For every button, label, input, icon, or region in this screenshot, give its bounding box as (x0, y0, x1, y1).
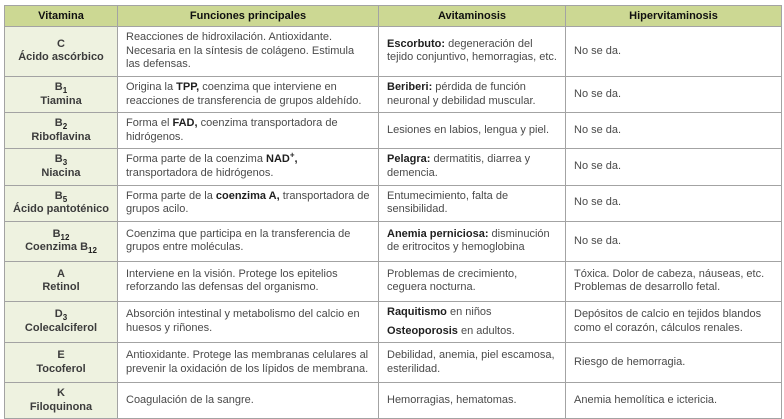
vitamin-cell: $B_3$ Niacina (5, 149, 118, 185)
table-header (5, 6, 782, 27)
vitamin-cell: C Ácido ascórbico (5, 27, 118, 77)
table-row (5, 383, 782, 419)
column-header-avitaminosis: Avitaminosis (379, 6, 566, 27)
vitamin-cell: $D_3$ Colecalciferol (5, 301, 118, 342)
hypervitaminosis-cell: No se da. (566, 185, 782, 221)
table-row (5, 221, 782, 261)
vitamin-cell: $B_{12}$ Coenzima $B_{12}$ (5, 221, 118, 261)
vitamin-cell: $B_5$ Ácido pantoténico (5, 185, 118, 221)
hypervitaminosis-cell: Tóxica. Dolor de cabeza, náuseas, etc. Problemas de desarrollo fetal. (566, 261, 782, 301)
vitamin-cell: A Retinol (5, 261, 118, 301)
hypervitaminosis-cell: Anemia hemolítica e ictericia. (566, 383, 782, 419)
table-row (5, 113, 782, 149)
hypervitaminosis-cell: No se da. (566, 27, 782, 77)
avitaminosis-cell: Hemorragias, hematomas. (379, 383, 566, 419)
column-header-funciones: Funciones principales (118, 6, 379, 27)
functions-cell: Coenzima que participa en la transferencia de grupos entre moléculas. (118, 221, 379, 261)
column-header-hipervitaminosis: Hipervitaminosis (566, 6, 782, 27)
table-row (5, 76, 782, 112)
vitamin-cell: E Tocoferol (5, 343, 118, 383)
table-row (5, 343, 782, 383)
hypervitaminosis-cell: No se da. (566, 149, 782, 185)
avitaminosis-cell: Lesiones en labios, lengua y piel. (379, 113, 566, 149)
functions-cell: Interviene en la visión. Protege los epitelios reforzando las defensas del organismo. (118, 261, 379, 301)
avitaminosis-cell: Raquitismo en niños Osteoporosis en adultos. (379, 301, 566, 342)
table-row (5, 185, 782, 221)
functions-cell: Forma parte de la coenzima A, transportadora de grupos acilo. (118, 185, 379, 221)
table-row (5, 301, 782, 342)
avitaminosis-cell: Beriberi: pérdida de función neuronal y debilidad muscular. (379, 76, 566, 112)
functions-cell: Reacciones de hidroxilación. Antioxidante. Necesaria en la síntesis de colágeno. Estimula las defensas. (118, 27, 379, 77)
hypervitaminosis-cell: No se da. (566, 113, 782, 149)
avitaminosis-cell: Problemas de crecimiento, ceguera nocturna. (379, 261, 566, 301)
avitaminosis-cell: Escorbuto: degeneración del tejido conjuntivo, hemorragias, etc. (379, 27, 566, 77)
functions-cell: Coagulación de la sangre. (118, 383, 379, 419)
hypervitaminosis-cell: No se da. (566, 76, 782, 112)
table-row (5, 27, 782, 77)
functions-cell: Absorción intestinal y metabolismo del calcio en huesos y riñones. (118, 301, 379, 342)
table-row (5, 149, 782, 185)
avitaminosis-cell: Debilidad, anemia, piel escamosa, esterilidad. (379, 343, 566, 383)
vitamins-table (4, 5, 782, 419)
functions-cell: Forma parte de la coenzima NAD+, transportadora de hidrógenos. (118, 149, 379, 185)
hypervitaminosis-cell: Riesgo de hemorragia. (566, 343, 782, 383)
functions-cell: Forma el FAD, coenzima transportadora de hidrógenos. (118, 113, 379, 149)
column-header-vitamina: Vitamina (5, 6, 118, 27)
avitaminosis-cell: Pelagra: dermatitis, diarrea y demencia. (379, 149, 566, 185)
avitaminosis-cell: Anemia perniciosa: disminución de eritrocitos y hemoglobina (379, 221, 566, 261)
vitamin-table-body (5, 27, 782, 419)
functions-cell: Origina la TPP, coenzima que interviene en reacciones de transferencia de grupos aldehído. (118, 76, 379, 112)
vitamin-cell: $B_1$ Tiamina (5, 76, 118, 112)
hypervitaminosis-cell: Depósitos de calcio en tejidos blandos como el corazón, cálculos renales. (566, 301, 782, 342)
vitamin-cell: $B_2$ Riboflavina (5, 113, 118, 149)
table-row (5, 261, 782, 301)
avitaminosis-cell: Entumecimiento, falta de sensibilidad. (379, 185, 566, 221)
vitamin-cell: K Filoquinona (5, 383, 118, 419)
header-row (5, 6, 782, 27)
functions-cell: Antioxidante. Protege las membranas celulares al prevenir la oxidación de los lípidos de membrana. (118, 343, 379, 383)
hypervitaminosis-cell: No se da. (566, 221, 782, 261)
